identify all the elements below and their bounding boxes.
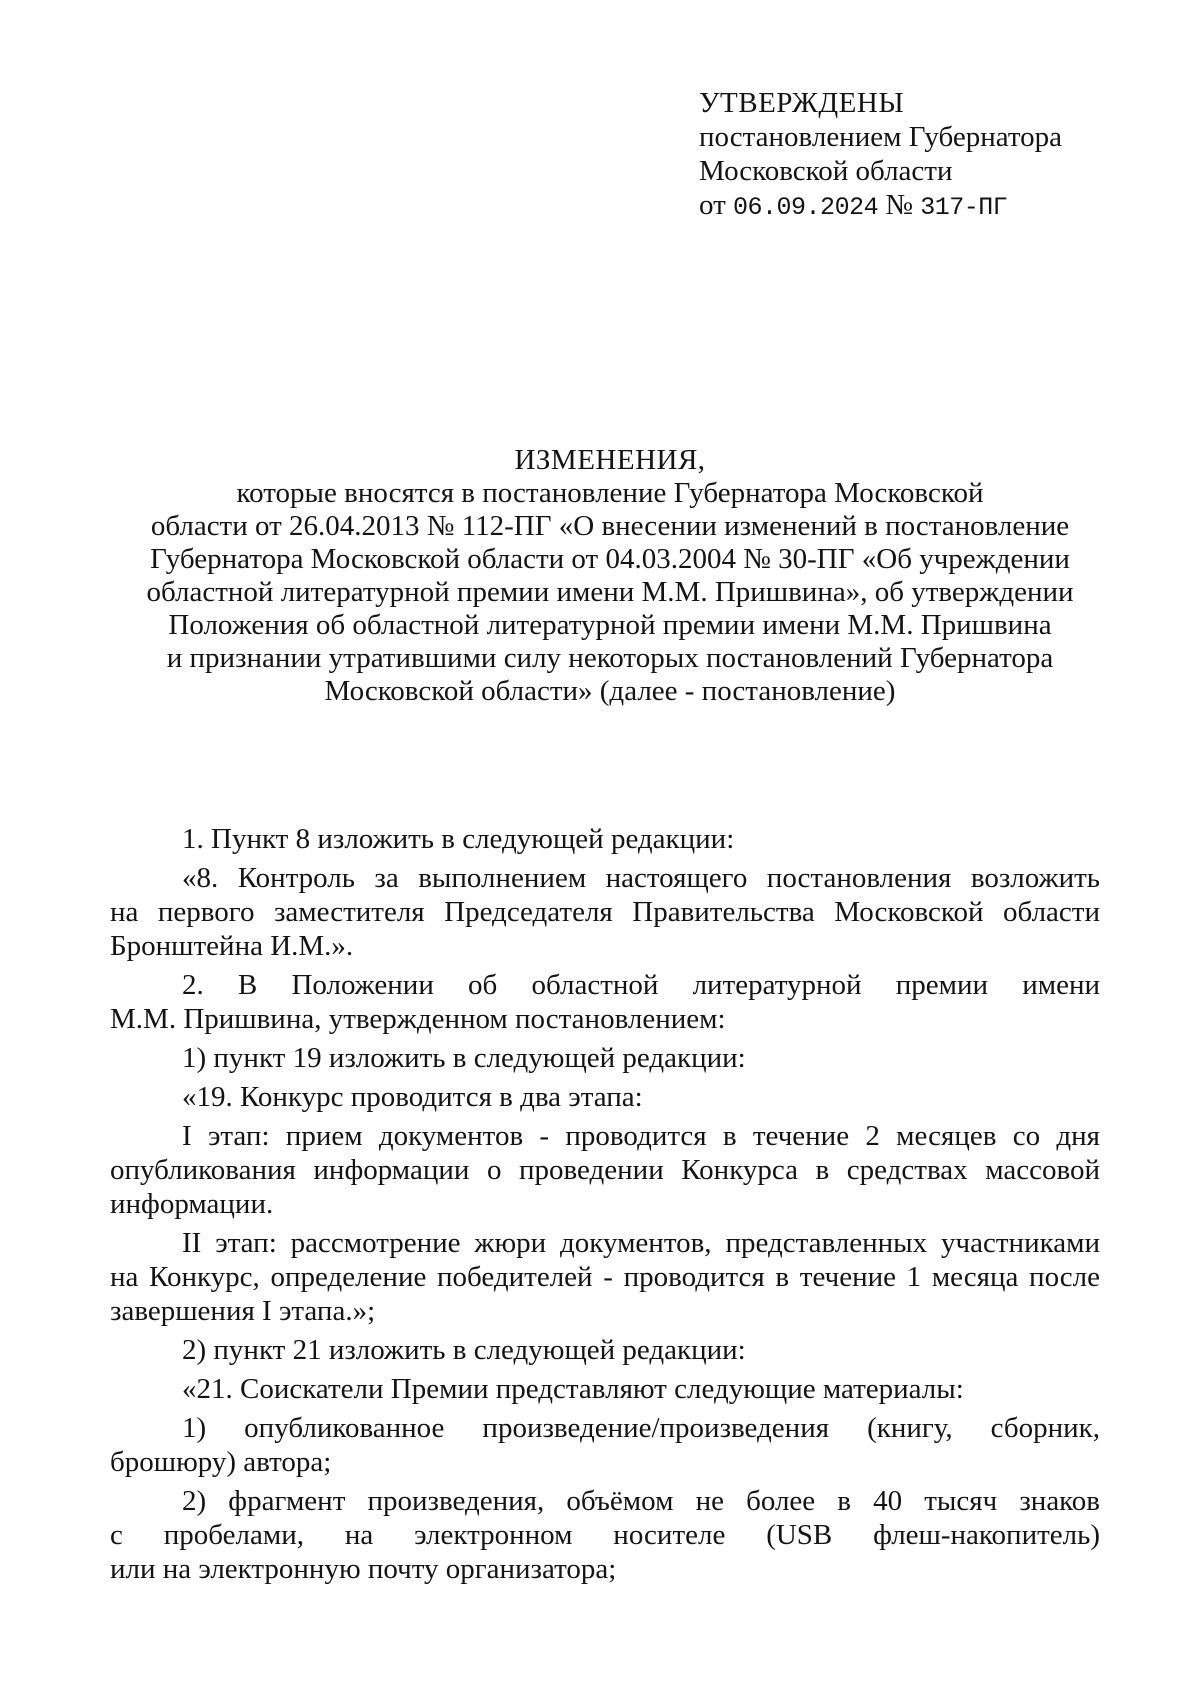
approval-line-1: постановлением Губернатора xyxy=(699,121,1063,153)
paragraph-line: с пробелами, на электронном носителе (USB флеш-накопитель) xyxy=(110,1519,1100,1551)
paragraph-line: 2) фрагмент произведения, объёмом не более в 40 тысяч знаков xyxy=(182,1485,1100,1517)
paragraph-line: или на электронную почту организатора; xyxy=(110,1553,617,1585)
title-line: и признании утратившими силу некоторых постановлений Губернатора xyxy=(166,642,1054,674)
paragraph-materials-2 xyxy=(110,1484,1100,1586)
paragraph-item-1: 1. Пункт 8 изложить в следующей редакции: xyxy=(182,823,735,855)
paragraph-subitem-21: 2) пункт 21 изложить в следующей редакции: xyxy=(182,1334,746,1366)
paragraph-line: завершения I этапа.»; xyxy=(110,1295,376,1327)
approval-heading: УТВЕРЖДЕНЫ xyxy=(699,87,905,119)
title-line: Московской области» (далее - постановление) xyxy=(324,675,896,707)
title-line: Положения об областной литературной премии имени М.М. Пришвина xyxy=(168,609,1052,641)
title-line: которые вносятся в постановление Губернатора Московской xyxy=(236,477,984,509)
paragraph-line: «8. Контроль за выполнением настоящего постановления возложить xyxy=(182,862,1100,894)
approval-date-prefix: от xyxy=(699,189,726,221)
paragraph-item-2 xyxy=(110,968,1100,1036)
paragraph-item-8-text xyxy=(110,861,1100,963)
paragraph-line: 1) опубликованное произведение/произведения (книгу, сборник, xyxy=(182,1412,1100,1444)
paragraph-line: опубликования информации о проведении Конкурса в средствах массовой xyxy=(110,1154,1100,1186)
paragraph-line: информации. xyxy=(110,1188,274,1220)
paragraph-line: на Конкурс, определение победителей - проводится в течение 1 месяца после xyxy=(110,1261,1100,1293)
title-heading: ИЗМЕНЕНИЯ, xyxy=(514,444,706,476)
paragraph-line: М.М. Пришвина, утвержденном постановлением: xyxy=(110,1003,726,1035)
title-line: Губернатора Московской области от 04.03.2004 № 30-ПГ «Об учреждении xyxy=(150,543,1070,575)
document-title xyxy=(110,444,1110,708)
paragraph-line: Бронштейна И.М.». xyxy=(110,930,354,962)
paragraph-item-19-text: «19. Конкурс проводится в два этапа: xyxy=(182,1081,643,1113)
approval-line-2: Московской области xyxy=(699,155,953,187)
document-body xyxy=(110,822,1100,1591)
paragraph-line: брошюру) автора; xyxy=(110,1446,332,1478)
paragraph-item-21-text: «21. Соискатели Премии представляют следующие материалы: xyxy=(182,1373,964,1405)
title-line: областной литературной премии имени М.М. Пришвина», об утверждении xyxy=(146,576,1074,608)
paragraph-stage-1 xyxy=(110,1119,1100,1221)
paragraph-stage-2 xyxy=(110,1226,1100,1328)
paragraph-line: I этап: прием документов - проводится в течение 2 месяцев со дня xyxy=(182,1120,1100,1152)
paragraph-materials-1 xyxy=(110,1411,1100,1479)
paragraph-line: 2. В Положении об областной литературной премии имени xyxy=(182,969,1100,1001)
approval-number-prefix: № xyxy=(885,189,913,221)
paragraph-line: II этап: рассмотрение жюри документов, представленных участниками xyxy=(182,1227,1100,1259)
approval-date-line xyxy=(699,188,1119,225)
approval-date: 06.09.2024 xyxy=(733,193,879,222)
approval-number: 317-ПГ xyxy=(920,193,1008,222)
paragraph-line: на первого заместителя Председателя Правительства Московской области xyxy=(110,896,1100,928)
paragraph-subitem-19: 1) пункт 19 изложить в следующей редакции: xyxy=(182,1042,746,1074)
title-line: области от 26.04.2013 № 112-ПГ «О внесении изменений в постановление xyxy=(150,510,1070,542)
approval-stamp xyxy=(699,86,1119,225)
